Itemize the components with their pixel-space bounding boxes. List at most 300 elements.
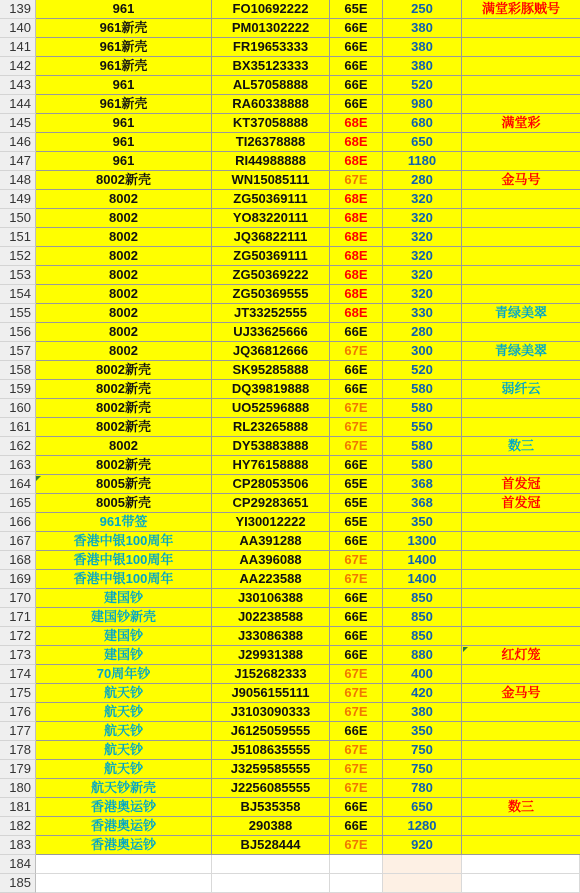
- cell-grade[interactable]: 67E: [330, 437, 383, 456]
- cell-price[interactable]: 650: [383, 133, 462, 152]
- table-row[interactable]: [0, 608, 580, 627]
- cell-grade[interactable]: 67E: [330, 399, 383, 418]
- cell-grade[interactable]: 67E: [330, 551, 383, 570]
- row-number-header[interactable]: 148: [0, 171, 36, 190]
- row-number-header[interactable]: 143: [0, 76, 36, 95]
- cell-price[interactable]: 250: [383, 0, 462, 19]
- comment-indicator-icon[interactable]: [463, 647, 468, 652]
- cell-serial[interactable]: J29931388: [212, 646, 330, 665]
- cell-type[interactable]: 961新壳: [36, 38, 212, 57]
- cell-serial[interactable]: YI30012222: [212, 513, 330, 532]
- table-row[interactable]: [0, 551, 580, 570]
- cell-type[interactable]: 8005新壳: [36, 475, 212, 494]
- cell-price[interactable]: 380: [383, 703, 462, 722]
- cell-serial[interactable]: J6125059555: [212, 722, 330, 741]
- cell-price[interactable]: 1400: [383, 551, 462, 570]
- table-row[interactable]: [0, 494, 580, 513]
- row-number-header[interactable]: 155: [0, 304, 36, 323]
- cell-serial[interactable]: AA223588: [212, 570, 330, 589]
- cell-price[interactable]: 580: [383, 380, 462, 399]
- cell-serial[interactable]: CP29283651: [212, 494, 330, 513]
- cell-price[interactable]: 980: [383, 95, 462, 114]
- cell-price[interactable]: 320: [383, 228, 462, 247]
- cell-serial[interactable]: UO52596888: [212, 399, 330, 418]
- cell-serial[interactable]: FR19653333: [212, 38, 330, 57]
- cell-grade[interactable]: 66E: [330, 38, 383, 57]
- cell-type[interactable]: 香港中银100周年: [36, 551, 212, 570]
- table-row[interactable]: [0, 874, 580, 893]
- row-number-header[interactable]: 184: [0, 855, 36, 874]
- cell-note[interactable]: [462, 38, 580, 57]
- cell-price[interactable]: 320: [383, 190, 462, 209]
- table-row[interactable]: [0, 627, 580, 646]
- table-row[interactable]: [0, 380, 580, 399]
- table-row[interactable]: [0, 513, 580, 532]
- row-number-header[interactable]: 161: [0, 418, 36, 437]
- cell-grade[interactable]: 67E: [330, 760, 383, 779]
- cell-price[interactable]: 550: [383, 418, 462, 437]
- cell-price[interactable]: 280: [383, 171, 462, 190]
- cell-grade[interactable]: 68E: [330, 304, 383, 323]
- row-number-header[interactable]: 140: [0, 19, 36, 38]
- cell-grade[interactable]: 67E: [330, 703, 383, 722]
- table-row[interactable]: [0, 817, 580, 836]
- table-row[interactable]: [0, 190, 580, 209]
- cell-grade[interactable]: 68E: [330, 247, 383, 266]
- cell-type[interactable]: 建国钞: [36, 589, 212, 608]
- cell-note[interactable]: [462, 19, 580, 38]
- cell-price[interactable]: 580: [383, 437, 462, 456]
- table-row[interactable]: [0, 665, 580, 684]
- cell-serial[interactable]: 290388: [212, 817, 330, 836]
- cell-price[interactable]: 380: [383, 57, 462, 76]
- row-number-header[interactable]: 174: [0, 665, 36, 684]
- cell-type[interactable]: 8002: [36, 266, 212, 285]
- cell-note[interactable]: [462, 665, 580, 684]
- cell-serial[interactable]: HY76158888: [212, 456, 330, 475]
- cell-type[interactable]: 8002: [36, 247, 212, 266]
- cell-type[interactable]: 香港奥运钞: [36, 836, 212, 855]
- table-row[interactable]: [0, 855, 580, 874]
- row-number-header[interactable]: 167: [0, 532, 36, 551]
- cell-type[interactable]: 961: [36, 114, 212, 133]
- row-number-header[interactable]: 139: [0, 0, 36, 19]
- row-number-header[interactable]: 146: [0, 133, 36, 152]
- row-number-header[interactable]: 172: [0, 627, 36, 646]
- row-number-header[interactable]: 162: [0, 437, 36, 456]
- cell-note[interactable]: [462, 760, 580, 779]
- cell-type[interactable]: 航天钞: [36, 741, 212, 760]
- cell-note[interactable]: 数三: [462, 798, 580, 817]
- row-number-header[interactable]: 152: [0, 247, 36, 266]
- cell-price[interactable]: 320: [383, 209, 462, 228]
- row-number-header[interactable]: 178: [0, 741, 36, 760]
- cell-grade[interactable]: 66E: [330, 646, 383, 665]
- cell-type[interactable]: 建国钞: [36, 627, 212, 646]
- cell-note[interactable]: [462, 323, 580, 342]
- cell-serial[interactable]: FO10692222: [212, 0, 330, 19]
- cell-note[interactable]: 满堂彩: [462, 114, 580, 133]
- cell-serial[interactable]: AL57058888: [212, 76, 330, 95]
- cell-price[interactable]: 1300: [383, 532, 462, 551]
- cell-grade[interactable]: 67E: [330, 836, 383, 855]
- cell-serial[interactable]: RI44988888: [212, 152, 330, 171]
- cell-serial[interactable]: J3259585555: [212, 760, 330, 779]
- cell-price[interactable]: 680: [383, 114, 462, 133]
- row-number-header[interactable]: 181: [0, 798, 36, 817]
- empty-cell[interactable]: [462, 874, 580, 893]
- row-number-header[interactable]: 168: [0, 551, 36, 570]
- cell-price[interactable]: 330: [383, 304, 462, 323]
- row-number-header[interactable]: 144: [0, 95, 36, 114]
- table-row[interactable]: [0, 437, 580, 456]
- cell-serial[interactable]: J9056155111: [212, 684, 330, 703]
- cell-grade[interactable]: 65E: [330, 475, 383, 494]
- cell-note[interactable]: [462, 247, 580, 266]
- cell-note[interactable]: [462, 836, 580, 855]
- table-row[interactable]: [0, 836, 580, 855]
- cell-type[interactable]: 961新壳: [36, 57, 212, 76]
- cell-type[interactable]: 8002: [36, 190, 212, 209]
- table-row[interactable]: [0, 285, 580, 304]
- cell-serial[interactable]: J30106388: [212, 589, 330, 608]
- cell-serial[interactable]: DY53883888: [212, 437, 330, 456]
- cell-price[interactable]: 580: [383, 456, 462, 475]
- cell-grade[interactable]: 67E: [330, 570, 383, 589]
- cell-type[interactable]: 8002新壳: [36, 380, 212, 399]
- cell-price[interactable]: 350: [383, 513, 462, 532]
- cell-type[interactable]: 8002新壳: [36, 456, 212, 475]
- row-number-header[interactable]: 169: [0, 570, 36, 589]
- table-row[interactable]: [0, 171, 580, 190]
- cell-type[interactable]: 8002: [36, 304, 212, 323]
- cell-price[interactable]: 320: [383, 266, 462, 285]
- cell-serial[interactable]: YO83220111: [212, 209, 330, 228]
- cell-note[interactable]: [462, 608, 580, 627]
- table-row[interactable]: [0, 646, 580, 665]
- cell-serial[interactable]: RA60338888: [212, 95, 330, 114]
- row-number-header[interactable]: 183: [0, 836, 36, 855]
- cell-grade[interactable]: 67E: [330, 741, 383, 760]
- cell-type[interactable]: 香港中银100周年: [36, 570, 212, 589]
- row-number-header[interactable]: 175: [0, 684, 36, 703]
- cell-price[interactable]: 320: [383, 285, 462, 304]
- cell-note[interactable]: 满堂彩豚贼号: [462, 0, 580, 19]
- cell-note[interactable]: [462, 152, 580, 171]
- cell-grade[interactable]: 65E: [330, 513, 383, 532]
- row-number-header[interactable]: 149: [0, 190, 36, 209]
- cell-note[interactable]: 金马号: [462, 684, 580, 703]
- empty-cell[interactable]: [212, 874, 330, 893]
- cell-type[interactable]: 8002: [36, 209, 212, 228]
- cell-serial[interactable]: BX35123333: [212, 57, 330, 76]
- table-row[interactable]: [0, 361, 580, 380]
- cell-note[interactable]: [462, 589, 580, 608]
- cell-serial[interactable]: RL23265888: [212, 418, 330, 437]
- table-row[interactable]: [0, 133, 580, 152]
- cell-serial[interactable]: J2256085555: [212, 779, 330, 798]
- cell-price[interactable]: 380: [383, 38, 462, 57]
- row-number-header[interactable]: 170: [0, 589, 36, 608]
- cell-note[interactable]: 弱纤云: [462, 380, 580, 399]
- cell-grade[interactable]: 65E: [330, 0, 383, 19]
- cell-note[interactable]: 首发冠: [462, 475, 580, 494]
- row-number-header[interactable]: 164: [0, 475, 36, 494]
- row-number-header[interactable]: 157: [0, 342, 36, 361]
- cell-type[interactable]: 961: [36, 0, 212, 19]
- cell-serial[interactable]: KT37058888: [212, 114, 330, 133]
- cell-type[interactable]: 8002新壳: [36, 171, 212, 190]
- cell-serial[interactable]: WN15085111: [212, 171, 330, 190]
- row-number-header[interactable]: 141: [0, 38, 36, 57]
- cell-price[interactable]: 420: [383, 684, 462, 703]
- cell-grade[interactable]: 66E: [330, 456, 383, 475]
- row-number-header[interactable]: 163: [0, 456, 36, 475]
- table-row[interactable]: [0, 114, 580, 133]
- cell-grade[interactable]: 66E: [330, 532, 383, 551]
- cell-price[interactable]: 520: [383, 76, 462, 95]
- cell-price[interactable]: 1400: [383, 570, 462, 589]
- cell-type[interactable]: 8002: [36, 437, 212, 456]
- cell-price[interactable]: 280: [383, 323, 462, 342]
- row-number-header[interactable]: 159: [0, 380, 36, 399]
- cell-note[interactable]: [462, 228, 580, 247]
- cell-type[interactable]: 8002新壳: [36, 399, 212, 418]
- cell-grade[interactable]: 66E: [330, 57, 383, 76]
- cell-note[interactable]: [462, 817, 580, 836]
- cell-price[interactable]: 1280: [383, 817, 462, 836]
- cell-price[interactable]: 880: [383, 646, 462, 665]
- table-row[interactable]: [0, 323, 580, 342]
- cell-price[interactable]: 780: [383, 779, 462, 798]
- cell-grade[interactable]: 67E: [330, 684, 383, 703]
- cell-serial[interactable]: UJ33625666: [212, 323, 330, 342]
- cell-price[interactable]: 400: [383, 665, 462, 684]
- cell-type[interactable]: 香港奥运钞: [36, 817, 212, 836]
- row-number-header[interactable]: 176: [0, 703, 36, 722]
- cell-note[interactable]: [462, 703, 580, 722]
- cell-note[interactable]: 青绿美翠: [462, 342, 580, 361]
- cell-serial[interactable]: J3103090333: [212, 703, 330, 722]
- cell-note[interactable]: [462, 285, 580, 304]
- cell-type[interactable]: 8002: [36, 285, 212, 304]
- table-row[interactable]: [0, 152, 580, 171]
- cell-price[interactable]: 368: [383, 475, 462, 494]
- empty-cell[interactable]: [36, 855, 212, 874]
- cell-grade[interactable]: 66E: [330, 589, 383, 608]
- cell-type[interactable]: 8002: [36, 228, 212, 247]
- cell-note[interactable]: 金马号: [462, 171, 580, 190]
- row-number-header[interactable]: 147: [0, 152, 36, 171]
- cell-type[interactable]: 香港中银100周年: [36, 532, 212, 551]
- row-number-header[interactable]: 179: [0, 760, 36, 779]
- cell-note[interactable]: 青绿美翠: [462, 304, 580, 323]
- table-row[interactable]: [0, 228, 580, 247]
- row-number-header[interactable]: 151: [0, 228, 36, 247]
- cell-price[interactable]: 850: [383, 608, 462, 627]
- table-row[interactable]: [0, 779, 580, 798]
- cell-grade[interactable]: 68E: [330, 228, 383, 247]
- row-number-header[interactable]: 158: [0, 361, 36, 380]
- cell-note[interactable]: [462, 741, 580, 760]
- cell-grade[interactable]: 67E: [330, 665, 383, 684]
- table-row[interactable]: [0, 798, 580, 817]
- row-number-header[interactable]: 156: [0, 323, 36, 342]
- row-number-header[interactable]: 160: [0, 399, 36, 418]
- cell-note[interactable]: 数三: [462, 437, 580, 456]
- cell-grade[interactable]: 66E: [330, 817, 383, 836]
- row-number-header[interactable]: 171: [0, 608, 36, 627]
- cell-grade[interactable]: 68E: [330, 114, 383, 133]
- table-row[interactable]: [0, 760, 580, 779]
- cell-type[interactable]: 建国钞新壳: [36, 608, 212, 627]
- cell-price[interactable]: 850: [383, 627, 462, 646]
- cell-note[interactable]: [462, 57, 580, 76]
- row-number-header[interactable]: 153: [0, 266, 36, 285]
- cell-grade[interactable]: 66E: [330, 361, 383, 380]
- cell-grade[interactable]: 67E: [330, 342, 383, 361]
- cell-type[interactable]: 961带签: [36, 513, 212, 532]
- cell-type[interactable]: 航天钞新壳: [36, 779, 212, 798]
- cell-price[interactable]: 368: [383, 494, 462, 513]
- table-row[interactable]: [0, 684, 580, 703]
- table-row[interactable]: [0, 589, 580, 608]
- table-row[interactable]: [0, 418, 580, 437]
- empty-cell[interactable]: [36, 874, 212, 893]
- row-number-header[interactable]: 182: [0, 817, 36, 836]
- table-row[interactable]: [0, 532, 580, 551]
- table-row[interactable]: [0, 342, 580, 361]
- cell-serial[interactable]: AA396088: [212, 551, 330, 570]
- cell-serial[interactable]: AA391288: [212, 532, 330, 551]
- cell-type[interactable]: 8002新壳: [36, 418, 212, 437]
- cell-type[interactable]: 961新壳: [36, 19, 212, 38]
- table-row[interactable]: [0, 703, 580, 722]
- row-number-header[interactable]: 165: [0, 494, 36, 513]
- table-row[interactable]: [0, 57, 580, 76]
- cell-serial[interactable]: J33086388: [212, 627, 330, 646]
- cell-serial[interactable]: CP28053506: [212, 475, 330, 494]
- cell-type[interactable]: 70周年钞: [36, 665, 212, 684]
- cell-note[interactable]: [462, 133, 580, 152]
- cell-serial[interactable]: J02238588: [212, 608, 330, 627]
- cell-type[interactable]: 香港奥运钞: [36, 798, 212, 817]
- cell-note[interactable]: [462, 76, 580, 95]
- cell-serial[interactable]: DQ39819888: [212, 380, 330, 399]
- table-row[interactable]: [0, 19, 580, 38]
- table-row[interactable]: [0, 304, 580, 323]
- table-row[interactable]: [0, 76, 580, 95]
- cell-price[interactable]: 650: [383, 798, 462, 817]
- row-number-header[interactable]: 173: [0, 646, 36, 665]
- empty-cell[interactable]: [330, 874, 383, 893]
- cell-note[interactable]: [462, 456, 580, 475]
- cell-price[interactable]: 850: [383, 589, 462, 608]
- cell-serial[interactable]: PM01302222: [212, 19, 330, 38]
- table-row[interactable]: [0, 209, 580, 228]
- cell-grade[interactable]: 66E: [330, 76, 383, 95]
- cell-grade[interactable]: 66E: [330, 380, 383, 399]
- table-row[interactable]: [0, 570, 580, 589]
- empty-cell[interactable]: [383, 874, 462, 893]
- cell-grade[interactable]: 65E: [330, 494, 383, 513]
- row-number-header[interactable]: 142: [0, 57, 36, 76]
- cell-serial[interactable]: JT33252555: [212, 304, 330, 323]
- table-row[interactable]: [0, 741, 580, 760]
- cell-price[interactable]: 380: [383, 19, 462, 38]
- empty-cell[interactable]: [383, 855, 462, 874]
- table-row[interactable]: [0, 247, 580, 266]
- cell-serial[interactable]: BJ535358: [212, 798, 330, 817]
- cell-type[interactable]: 航天钞: [36, 703, 212, 722]
- cell-serial[interactable]: ZG50369111: [212, 190, 330, 209]
- cell-price[interactable]: 750: [383, 760, 462, 779]
- cell-grade[interactable]: 66E: [330, 95, 383, 114]
- cell-grade[interactable]: 66E: [330, 627, 383, 646]
- cell-type[interactable]: 航天钞: [36, 722, 212, 741]
- empty-cell[interactable]: [330, 855, 383, 874]
- cell-serial[interactable]: TI26378888: [212, 133, 330, 152]
- cell-note[interactable]: [462, 190, 580, 209]
- cell-note[interactable]: [462, 627, 580, 646]
- cell-type[interactable]: 航天钞: [36, 760, 212, 779]
- cell-serial[interactable]: SK95285888: [212, 361, 330, 380]
- row-number-header[interactable]: 180: [0, 779, 36, 798]
- cell-note[interactable]: [462, 399, 580, 418]
- cell-type[interactable]: 建国钞: [36, 646, 212, 665]
- cell-price[interactable]: 1180: [383, 152, 462, 171]
- cell-grade[interactable]: 68E: [330, 266, 383, 285]
- cell-grade[interactable]: 66E: [330, 19, 383, 38]
- table-row[interactable]: [0, 0, 580, 19]
- cell-note[interactable]: [462, 532, 580, 551]
- cell-note[interactable]: 首发冠: [462, 494, 580, 513]
- cell-serial[interactable]: JQ36812666: [212, 342, 330, 361]
- cell-grade[interactable]: 68E: [330, 209, 383, 228]
- cell-note[interactable]: [462, 418, 580, 437]
- cell-type[interactable]: 航天钞: [36, 684, 212, 703]
- cell-type[interactable]: 8002新壳: [36, 361, 212, 380]
- cell-type[interactable]: 8005新壳: [36, 494, 212, 513]
- cell-note[interactable]: [462, 95, 580, 114]
- row-number-header[interactable]: 185: [0, 874, 36, 893]
- cell-type[interactable]: 961: [36, 133, 212, 152]
- row-number-header[interactable]: 145: [0, 114, 36, 133]
- table-row[interactable]: [0, 475, 580, 494]
- cell-type[interactable]: 8002: [36, 342, 212, 361]
- cell-note[interactable]: [462, 779, 580, 798]
- cell-type[interactable]: 961: [36, 152, 212, 171]
- cell-serial[interactable]: BJ528444: [212, 836, 330, 855]
- empty-cell[interactable]: [462, 855, 580, 874]
- cell-grade[interactable]: 68E: [330, 285, 383, 304]
- cell-type[interactable]: 8002: [36, 323, 212, 342]
- cell-price[interactable]: 750: [383, 741, 462, 760]
- cell-note[interactable]: [462, 266, 580, 285]
- row-number-header[interactable]: 166: [0, 513, 36, 532]
- table-row[interactable]: [0, 456, 580, 475]
- cell-grade[interactable]: 67E: [330, 779, 383, 798]
- cell-grade[interactable]: 67E: [330, 171, 383, 190]
- table-row[interactable]: [0, 95, 580, 114]
- cell-note[interactable]: 红灯笼: [462, 646, 580, 665]
- cell-price[interactable]: 920: [383, 836, 462, 855]
- cell-serial[interactable]: ZG50369111: [212, 247, 330, 266]
- cell-price[interactable]: 320: [383, 247, 462, 266]
- cell-note[interactable]: [462, 551, 580, 570]
- comment-indicator-icon[interactable]: [36, 476, 41, 481]
- cell-type[interactable]: 961: [36, 76, 212, 95]
